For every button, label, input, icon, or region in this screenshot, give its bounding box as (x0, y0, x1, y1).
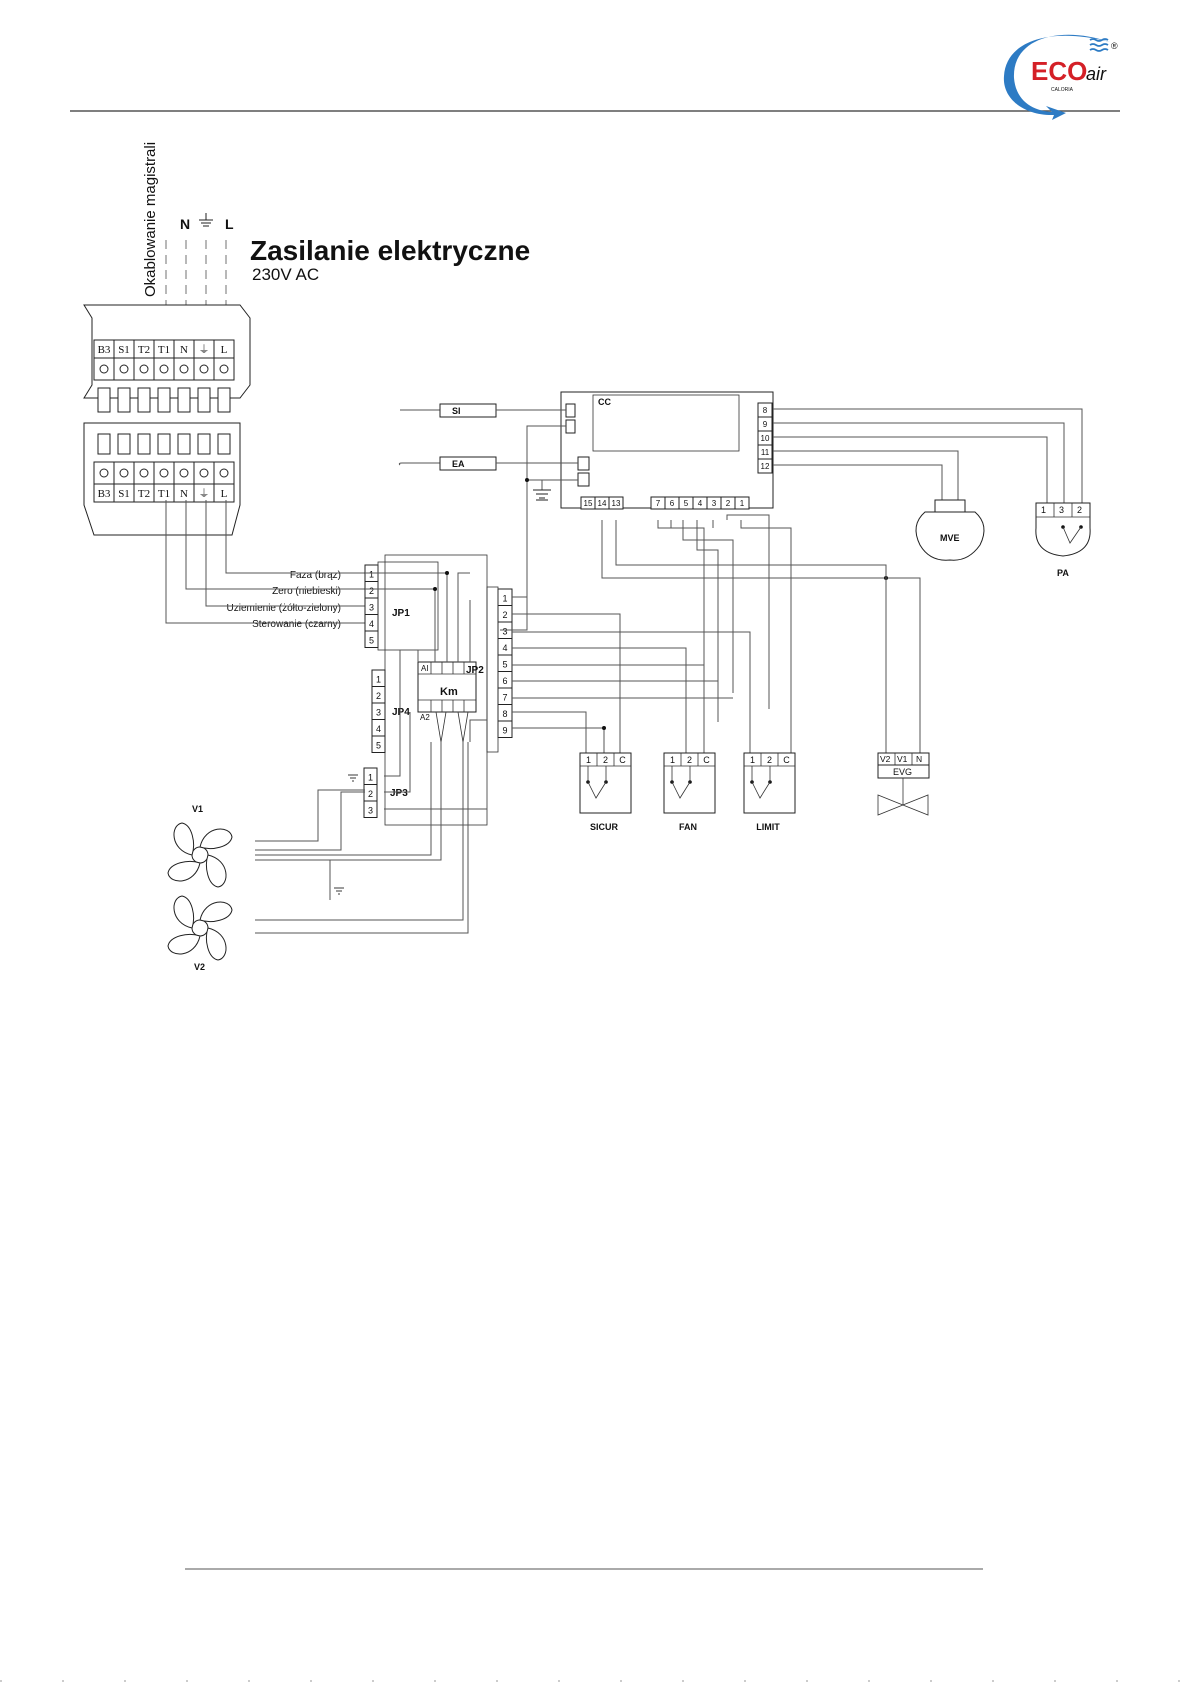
km-a2-label: A2 (420, 713, 430, 722)
strip-to-switch-wiring (512, 597, 750, 753)
cc-right-pin-label: 11 (760, 448, 770, 457)
jp3-label: JP3 (390, 788, 408, 799)
fan-pin-label: 2 (686, 755, 693, 765)
mains-dashed-wires (166, 240, 226, 305)
cc-bottom-pin-label: 1 (739, 499, 745, 508)
terminal-screw-icon (140, 469, 148, 477)
terminal-pin (138, 388, 150, 412)
terminal-pin (178, 388, 190, 412)
cc-right-pin-label: 9 (762, 420, 768, 429)
terminal-screw-icon (120, 365, 128, 373)
cc-right-pin-label: 12 (760, 462, 770, 471)
logo-subtext: CALORIA (1051, 87, 1073, 93)
terminal-pin (198, 434, 210, 454)
board-output-strip (487, 587, 512, 752)
ea-label: EA (452, 459, 465, 469)
terminal-screw-icon (120, 469, 128, 477)
jp1-connector (365, 562, 438, 650)
strip-pin-label: 1 (502, 593, 508, 604)
jp2-label: JP2 (466, 665, 484, 676)
fan-pin-label: 1 (669, 755, 676, 765)
terminal-screw-icon (140, 365, 148, 373)
sicur-pin-label: 2 (602, 755, 609, 765)
jp1-pin-label: 2 (368, 586, 375, 596)
cc-bottom-pin-label: 13 (611, 499, 621, 508)
evg-pin-v1: V1 (897, 754, 908, 764)
terminal-upper-label: S1 (118, 344, 130, 356)
mve-motor (916, 500, 984, 560)
cc-bottom-pins (581, 497, 749, 509)
terminal-screw-icon (220, 365, 228, 373)
fan-v2-icon (168, 896, 232, 960)
jp4-pin-label: 5 (375, 740, 382, 751)
pa-pin-3: 3 (1059, 505, 1065, 515)
earth-icon (199, 213, 213, 226)
jp3-pin-label: 3 (367, 805, 374, 816)
terminal-pin (158, 434, 170, 454)
jp4-pin-label: 4 (375, 724, 382, 734)
strip-pin-label: 3 (502, 626, 508, 637)
fan-v1-label: V1 (192, 804, 204, 814)
terminal-upper-label: T2 (137, 344, 151, 356)
fan-v1-icon (168, 823, 232, 887)
terminal-pin (118, 434, 130, 454)
mve-label: MVE (940, 533, 960, 543)
limit-pin-label: 2 (766, 755, 773, 765)
line-label: L (225, 216, 234, 232)
fan-pin-label: C (703, 755, 710, 765)
jp1-label: JP1 (392, 608, 410, 619)
cc-bottom-pin-label: 3 (711, 499, 717, 508)
cc-right-pin-label: 10 (760, 434, 770, 443)
cc-bottom-pin-label: 4 (697, 499, 703, 508)
km-contactor (418, 662, 484, 742)
sicur-pin-label: C (619, 755, 626, 765)
fan-wiring (255, 742, 468, 933)
sensor-si (400, 404, 566, 417)
sensor-ea (399, 457, 578, 470)
jp4-connector (372, 670, 385, 753)
wire-label-phase: Faza (brąz) (289, 570, 341, 581)
cc-earth-icon (533, 490, 551, 500)
strip-pin-label: 5 (502, 659, 508, 670)
fan-v2-label: V2 (194, 962, 206, 972)
terminal-screw-icon (100, 469, 108, 477)
limit-pin-label: 1 (749, 755, 756, 765)
diagram-title: Zasilanie elektryczne (250, 235, 531, 266)
bus-cabling-label (142, 142, 159, 297)
wire-label-control: Sterowanie (czarny) (252, 619, 341, 630)
terminal-pin (98, 434, 110, 454)
wire-label-earth: Uziemienie (żółto-zielony) (226, 603, 341, 614)
terminal-lower-label: T1 (157, 488, 171, 500)
sicur-label: SICUR (589, 822, 619, 832)
evg-pin-n: N (916, 754, 923, 764)
jp4-label: JP4 (392, 707, 410, 718)
terminal-screw-icon (160, 365, 168, 373)
wire-label-neutral: Zero (niebieski) (272, 586, 341, 597)
terminal-lower-label: S1 (118, 488, 130, 500)
eco-air-logo (1004, 35, 1118, 120)
terminal-upper-label: B3 (97, 344, 111, 356)
terminal-pin (158, 388, 170, 412)
strip-pin-label: 8 (502, 709, 508, 719)
terminal-screw-icon (180, 365, 188, 373)
terminal-screw-icon (220, 469, 228, 477)
jp1-pin-label: 1 (368, 569, 375, 580)
terminal-screw-icon (160, 469, 168, 477)
cc-bottom-pin-label: 5 (683, 499, 689, 508)
terminal-upper-label: N (180, 344, 188, 356)
pa-label: PA (1057, 568, 1069, 578)
terminal-lower-label: B3 (97, 488, 111, 500)
neutral-label: N (180, 216, 191, 232)
wire-labels (227, 570, 341, 630)
strip-pin-label: 2 (502, 610, 508, 620)
logo-text: ECO (1031, 56, 1088, 86)
limit-pin-label: C (783, 755, 790, 765)
si-label: SI (452, 406, 461, 416)
jp1-pin-label: 4 (368, 619, 375, 629)
cc-controller (561, 392, 773, 508)
terminal-pin (218, 388, 230, 412)
terminal-lower-label: N (180, 488, 188, 500)
cc-label: CC (598, 397, 611, 407)
strip-housing (487, 587, 498, 752)
jp4-pin-label: 2 (375, 691, 382, 701)
strip-pin-label: 6 (502, 676, 508, 686)
fan-label: FAN (679, 822, 697, 832)
terminal-screw-icon (100, 365, 108, 373)
terminal-pin (138, 434, 150, 454)
cc-bottom-pin-label: 15 (583, 499, 593, 508)
jp3-connector (364, 768, 377, 818)
pa-pin-1: 1 (1041, 505, 1047, 515)
terminal-screw-icon (200, 365, 208, 373)
terminal-pin (178, 434, 190, 454)
fan-earth-icon (334, 888, 344, 894)
pa-pin-2: 2 (1077, 505, 1083, 515)
cc-outputs-wiring (773, 409, 1082, 505)
cc-bottom-wiring (602, 515, 920, 757)
strip-pin-label: 4 (502, 643, 508, 653)
terminal-upper-label: ⏚ (198, 344, 210, 356)
pa-pressure-switch (1036, 503, 1090, 578)
evg-valve (878, 753, 929, 815)
jp1-body (378, 562, 438, 650)
jp3-pin-label: 1 (367, 772, 374, 783)
terminal-pin (218, 434, 230, 454)
logo-suffix: air (1086, 64, 1107, 84)
terminal-lower-label: T2 (137, 488, 151, 500)
jp4-pin-label: 3 (375, 707, 382, 718)
sicur-pin-label: 1 (585, 755, 592, 765)
cc-right-pins (758, 403, 772, 473)
cc-bottom-pin-label: 14 (597, 499, 607, 508)
jp3-earth-icon (348, 775, 358, 781)
jp1-pin-label: 5 (368, 635, 375, 646)
switches (580, 753, 795, 832)
cc-bottom-pin-label: 7 (655, 499, 661, 508)
strip-pin-label: 7 (502, 692, 508, 703)
evg-label: EVG (893, 767, 913, 777)
terminal-screw-icon (180, 469, 188, 477)
jp1-pin-label: 3 (368, 602, 375, 613)
km-label: Km (440, 686, 458, 698)
terminal-lower-label: L (220, 488, 228, 500)
terminal-upper-label: T1 (157, 344, 171, 356)
terminal-screw-icon (200, 469, 208, 477)
terminal-upper-label: L (220, 344, 228, 356)
cc-right-pin-label: 8 (762, 406, 768, 415)
terminal-lower-label: ⏚ (198, 488, 210, 500)
evg-pin-v2: V2 (880, 754, 891, 764)
logo-registered-mark: ® (1111, 41, 1118, 51)
jp3-pin-label: 2 (367, 789, 374, 799)
strip-pin-label: 9 (502, 725, 508, 736)
terminal-pin (118, 388, 130, 412)
terminal-blocks (84, 305, 250, 535)
jp4-pin-label: 1 (375, 674, 382, 685)
terminal-pin (98, 388, 110, 412)
limit-label: LIMIT (756, 822, 780, 832)
diagram-subtitle: 230V AC (252, 265, 320, 284)
cc-bottom-pin-label: 2 (725, 499, 731, 508)
terminal-pin (198, 388, 210, 412)
cc-bottom-pin-label: 6 (669, 499, 675, 508)
km-a1-label: AI (421, 664, 429, 673)
bus-cabling-label-text: Okablowanie magistrali (142, 141, 159, 297)
